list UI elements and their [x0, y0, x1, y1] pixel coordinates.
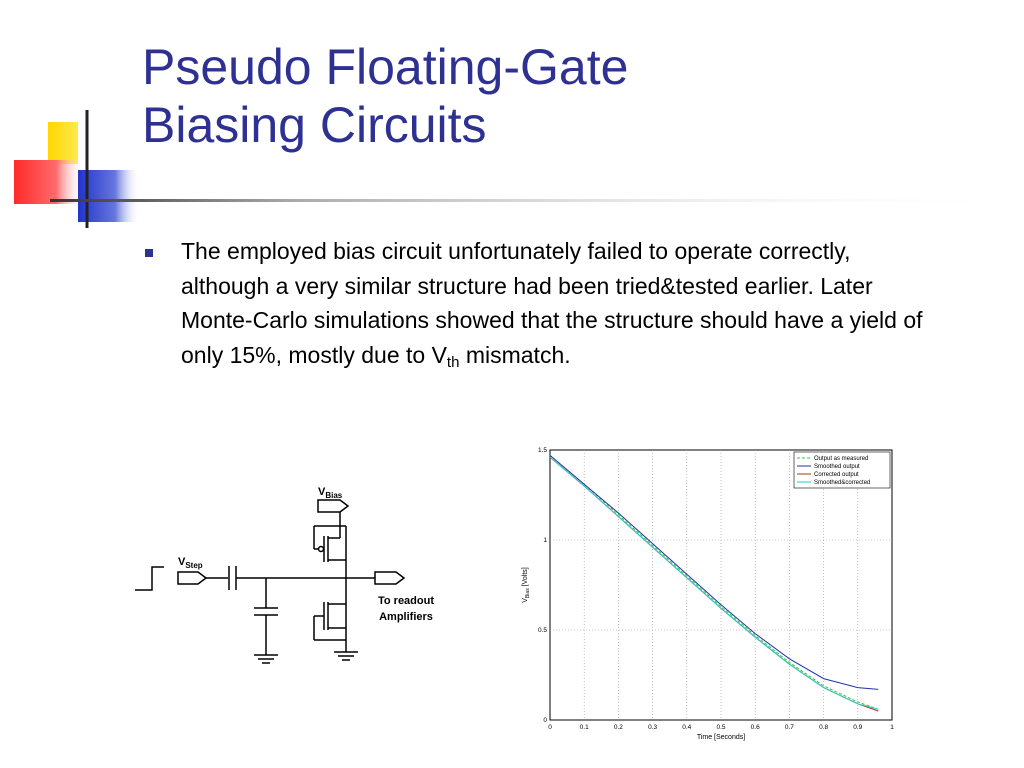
- x-tick-label: 0.5: [716, 724, 726, 731]
- x-tick-label: 0.6: [750, 724, 760, 731]
- legend-label: Output as measured: [814, 456, 869, 462]
- vbias-label-main: V: [318, 486, 326, 498]
- svg-text:VBias: [318, 486, 343, 500]
- bullet-text-main: The employed bias circuit unfortunately failed to operate correctly, although a very similar structure had been tried&tested earlier. Later Monte-Carlo simulations showed that the structure should have a yield of only 15%, mostly due to V: [181, 238, 923, 368]
- x-tick-label: 0.3: [648, 724, 658, 731]
- y-tick-label: 0.5: [537, 627, 547, 634]
- slide-title: [142, 38, 628, 154]
- slide-title-line1: Pseudo Floating-Gate: [142, 39, 629, 95]
- plot-y-axis-label-main: V: [522, 598, 529, 603]
- legend-label: Smoothed&corrected: [814, 480, 871, 486]
- deco-horizontal-line: [50, 199, 1020, 202]
- x-tick-label: 1: [890, 724, 894, 731]
- plot-y-axis-label-unit: [Volts]: [522, 567, 529, 589]
- x-tick-label: 0.1: [579, 724, 589, 731]
- x-tick-label: 0.8: [819, 724, 829, 731]
- vstep-label-sub: Step: [185, 561, 203, 570]
- nmos-transistor: [314, 578, 346, 652]
- bullet-text-subscript: th: [446, 353, 460, 371]
- pmos-transistor: [314, 526, 346, 578]
- x-tick-label: 0.7: [784, 724, 794, 731]
- bullet-text-end: mismatch.: [459, 341, 571, 368]
- y-tick-label: 1.5: [537, 447, 547, 454]
- readout-label-line1: To readout: [377, 595, 435, 607]
- vstep-arrow: [178, 572, 206, 584]
- vbias-plot: [515, 440, 905, 750]
- ground-symbol-nmos: [334, 652, 358, 660]
- ground-symbol-capacitor: [254, 655, 278, 663]
- x-tick-label: 0.4: [682, 724, 692, 731]
- slide-title-line2: Biasing Circuits: [142, 97, 487, 153]
- vstep-label: [178, 556, 203, 570]
- bullet-marker: [145, 249, 153, 257]
- load-capacitor: [254, 578, 278, 655]
- x-tick-label: 0.2: [613, 724, 623, 731]
- step-waveform: [135, 567, 164, 590]
- x-tick-label: 0: [548, 724, 552, 731]
- bias-circuit-schematic: [130, 480, 460, 680]
- deco-red-square: [14, 160, 84, 204]
- plot-x-ticks: [548, 724, 894, 731]
- plot-y-axis-label-sub: Bias: [525, 588, 531, 599]
- readout-label: [378, 595, 434, 623]
- vbias-label-sub: Bias: [325, 491, 343, 500]
- svg-text:VStep: [178, 556, 203, 570]
- y-tick-label: 1: [543, 537, 547, 544]
- plot-y-ticks: [538, 447, 547, 724]
- plot-y-axis-label: [522, 567, 531, 602]
- deco-yellow-square: [48, 122, 78, 164]
- bullet-text: [181, 234, 941, 372]
- vstep-label-main: V: [178, 556, 186, 568]
- vbias-arrow: [318, 500, 348, 512]
- legend-label: Corrected output: [814, 472, 859, 478]
- readout-label-line2: Amplifiers: [379, 611, 433, 623]
- readout-arrow: [375, 572, 404, 584]
- vbias-label: [318, 486, 343, 500]
- y-tick-label: 0: [543, 717, 547, 724]
- plot-legend: [794, 452, 890, 488]
- x-tick-label: 0.9: [853, 724, 863, 731]
- legend-label: Smoothed output: [814, 464, 860, 470]
- plot-x-axis-label: Time [Seconds]: [696, 734, 746, 741]
